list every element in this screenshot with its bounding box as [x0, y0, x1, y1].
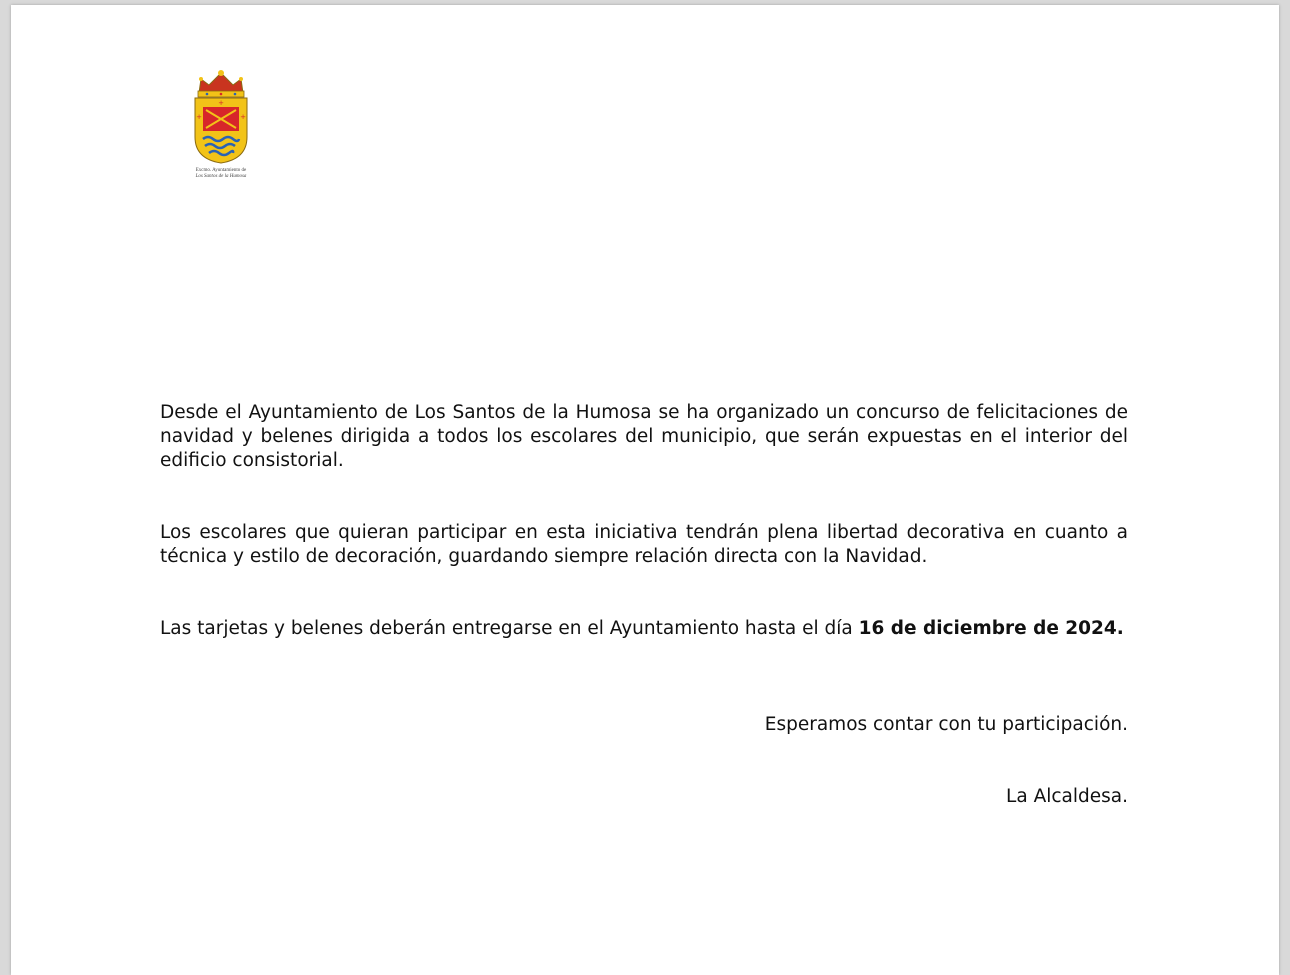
deadline-text: Las tarjetas y belenes deberán entregarse en el Ayuntamiento hasta el día — [160, 618, 859, 639]
deadline-date: 16 de diciembre de 2024. — [858, 618, 1124, 639]
logo-caption-line2: Los Santos de la Humosa — [195, 174, 247, 179]
svg-text:+: + — [240, 113, 246, 121]
closing-line: Esperamos contar con tu participación. — [764, 714, 1128, 735]
paragraph-participation-freedom: Los escolares que quieran participar en esta iniciativa tendrán plena libertad decorativa en cuanto a técnica y estilo de decoración, guardando siempre relación directa con la Navidad. — [160, 522, 1128, 567]
paragraph-deadline — [160, 617, 1128, 641]
paragraph-contest-announcement: Desde el Ayuntamiento de Los Santos de la Humosa se ha organizado un concurso de felicitaciones de navidad y belenes dirigida a todos los escolares del municipio, que serán expuestas en el interior del edificio consistorial. — [160, 402, 1128, 471]
logo-caption-line1: Excmo. Ayuntamiento de — [195, 168, 247, 173]
logo-caption — [181, 168, 261, 180]
coat-of-arms-icon — [187, 67, 255, 167]
svg-text:+: + — [196, 113, 202, 121]
municipal-coat-of-arms-logo — [181, 67, 261, 182]
document-page — [11, 5, 1279, 975]
svg-text:+: + — [218, 99, 224, 107]
signature-line: La Alcaldesa. — [1006, 786, 1128, 807]
